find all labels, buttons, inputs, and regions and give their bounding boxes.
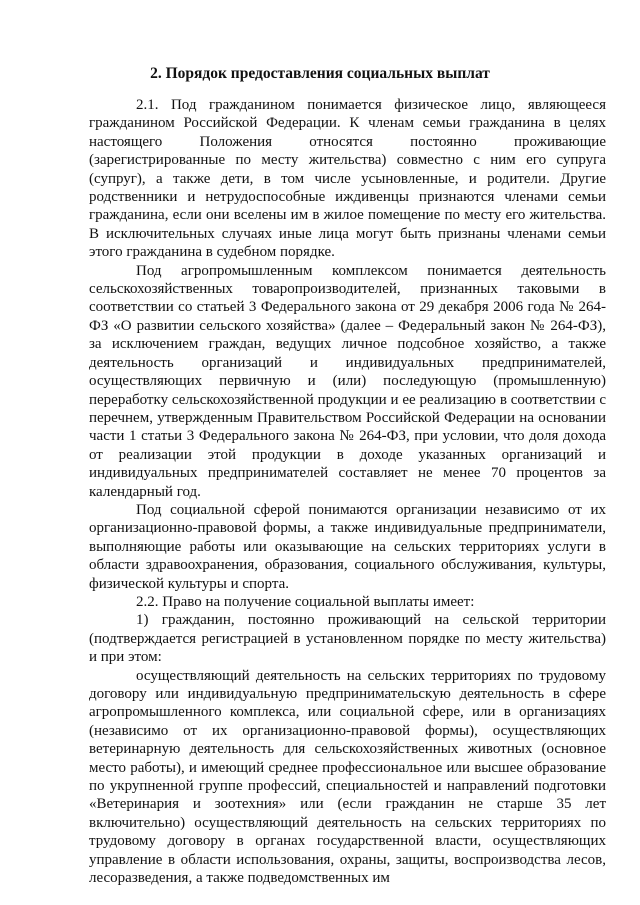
paragraph-citizen-definition: 2.1. Под гражданином понимается физическое лицо, являющееся гражданином Российской Федерации. К членам семьи гражданина в целях настоящего Положения относятся постоянно проживающие (зарегистрированные по месту жительства) совместно с ним его супруга (супруг), а также дети, в том числе усыновленные, и родители. Другие родственники и нетрудоспособные иждивенцы признаются членами семьи гражданина, если они вселены им в жилое помещение по месту его жительства. В исключительных случаях иные лица могут быть признаны членами семьи этого гражданина в судебном порядке. [89,97,606,261]
paragraph-eligibility-intro: 2.2. Право на получение социальной выплаты имеет: [136,593,475,610]
document-body [89,96,606,887]
paragraph-eligibility-conditions: осуществляющий деятельность на сельских территориях по трудовому договору или индивидуальную предпринимательскую деятельность в сфере агропромышленного комплекса, или социальной сфере, или в организациях (независимо от их организационно-правовой формы), осуществляющих ветеринарную деятельность для сельскохозяйственных животных (основное место работы), и имеющий среднее профессиональное или высшее образование по укрупненной группе профессий, специальностей и направлений подготовки «Ветеринария и зоотехния» или (если гражданин не старше 35 лет включительно) осуществляющий деятельность на сельских территориях по трудовому договору в органах государственной власти, осуществляющих управление в области использования, охраны, защиты, воспроизводства лесов, лесоразведения, а также подведомственных им [89,667,606,887]
paragraph-eligibility-item-1: 1) гражданин, постоянно проживающий на сельской территории (подтверждается регистрацией в установленном порядке по месту жительства) и при этом: [89,612,606,666]
paragraph-agro-complex-definition: Под агропромышленным комплексом понимается деятельность сельскохозяйственных товаропроизводителей, признанных таковыми в соответствии со статьей 3 Федерального закона от 29 декабря 2006 года № 264-ФЗ «О развитии сельского хозяйства» (далее – Федеральный закон № 264-ФЗ), за исключением граждан, ведущих личное подсобное хозяйство, а также деятельность организаций и индивидуальных предпринимателей, осуществляющих первичную и (или) последующую (промышленную) переработку сельскохозяйственной продукции и ее реализацию в соответствии с перечнем, утвержденным Правительством Российской Федерации на основании части 1 статьи 3 Федерального закона № 264-ФЗ, при условии, что доля дохода от реализации этой продукции в доходе указанных организаций и индивидуальных предпринимателей составляет не менее 70 процентов за календарный год. [89,262,606,500]
paragraph-social-sphere-definition: Под социальной сферой понимаются организации независимо от их организационно-правовой формы, а также индивидуальные предприниматели, выполняющие работы или оказывающие на сельских территориях услуги в области здравоохранения, образования, социального обслуживания, культуры, физической культуры и спорта. [89,501,606,592]
section-heading: 2. Порядок предоставления социальных выплат [150,65,490,82]
